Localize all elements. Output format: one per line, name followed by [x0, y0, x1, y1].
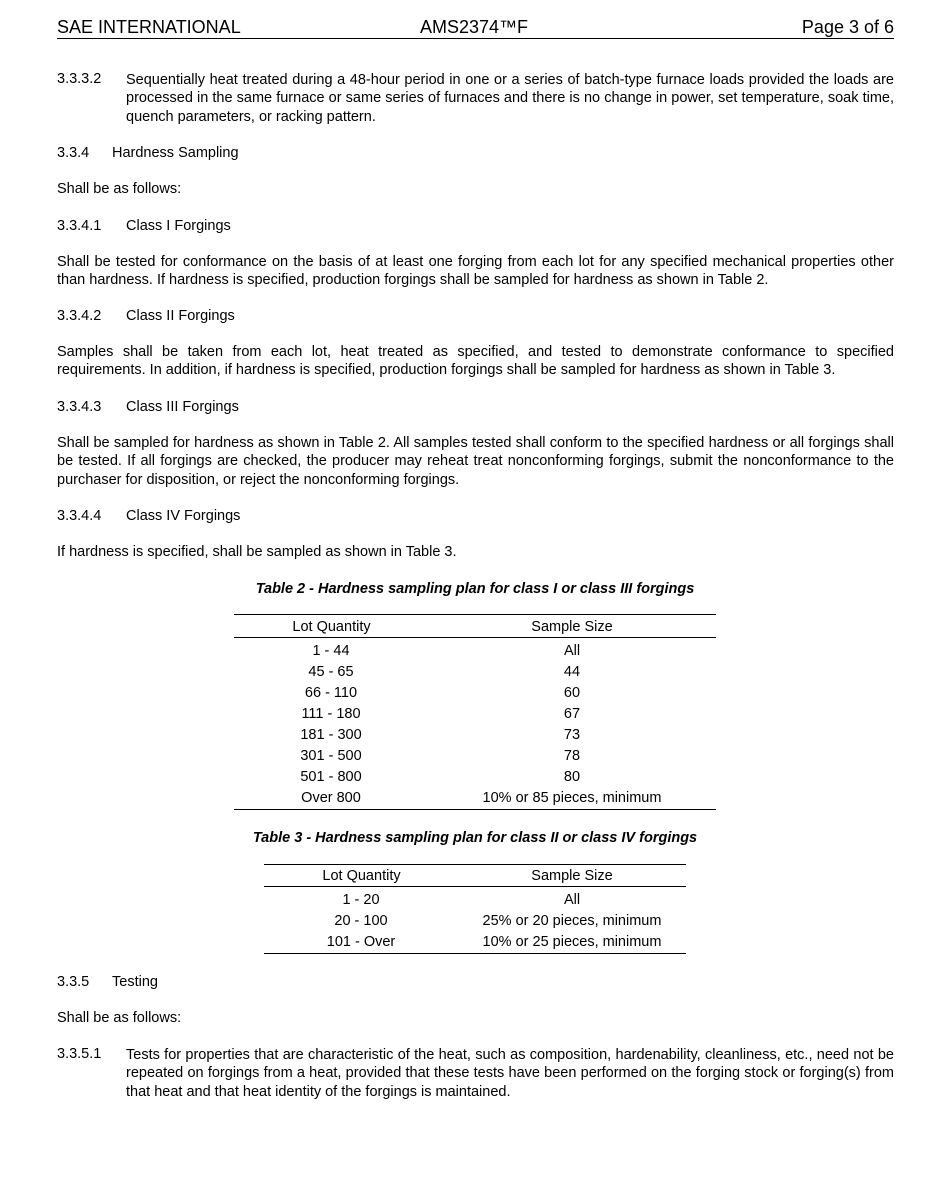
table2-row-2-lot-quantity: 45 - 65 — [308, 664, 354, 680]
table-3-caption: Table 3 - Hardness sampling plan for class II or class IV forgings — [252, 830, 698, 846]
table2-row-3-lot-quantity: 66 - 110 — [304, 685, 358, 701]
table3-row-2-sample-size: 25% or 20 pieces, minimum — [482, 913, 662, 929]
table3-row-3-lot-quantity: 101 - Over — [326, 934, 396, 950]
table-3-bottom-rule — [264, 953, 686, 954]
table-2-caption: Table 2 - Hardness sampling plan for class I or class III forgings — [255, 581, 695, 597]
section-3-3-5-title: Testing — [112, 974, 158, 990]
section-3-3-4-4-number: 3.3.4.4 — [57, 508, 102, 524]
table-3-top-rule — [264, 864, 686, 865]
section-3-3-4-4-title: Class IV Forgings — [126, 508, 241, 524]
table-3-header-rule — [264, 886, 686, 887]
table-3-header-lot-quantity: Lot Quantity — [322, 868, 401, 884]
table-2-header-sample-size: Sample Size — [531, 619, 613, 635]
table-3 — [264, 864, 686, 955]
table2-row-8-lot-quantity: Over 800 — [301, 790, 361, 806]
section-3-3-4-2-text: Samples shall be taken from each lot, heat treated as specified, and tested to demonstrate conformance to specified requirements. In addition, if hardness is specified, production forgings shall be sampled for hardness as shown in Table 3. — [57, 344, 894, 379]
section-3-3-4-2-number: 3.3.4.2 — [57, 308, 102, 324]
table-2 — [234, 614, 716, 811]
header-doc-id: AMS2374™F — [420, 17, 529, 37]
table2-row-1-sample-size: All — [563, 643, 581, 659]
table-3-header-sample-size: Sample Size — [531, 868, 613, 884]
table3-row-2-lot-quantity: 20 - 100 — [334, 913, 388, 929]
header-org: SAE INTERNATIONAL — [57, 17, 241, 37]
section-3-3-5-1-text: Tests for properties that are characteristic of the heat, such as composition, hardenability, cleanliness, etc., need not be repeated on forgings from a heat, provided that these tests have been performed on the forging stock or forging(s) from that heat and that heat identity of the forgings is maintained. — [126, 1047, 894, 1100]
section-3-3-4-1-title: Class I Forgings — [126, 218, 231, 234]
header-page-number: Page 3 of 6 — [801, 17, 894, 37]
table-2-header-lot-quantity: Lot Quantity — [292, 619, 371, 635]
table2-row-5-sample-size: 73 — [563, 727, 581, 743]
table2-row-2-sample-size: 44 — [563, 664, 581, 680]
section-3-3-3-2-text: Sequentially heat treated during a 48-hour period in one or a series of batch-type furnace loads provided the loads are processed in the same furnace or same series of furnaces and there is no change in power, set temperature, soak time, quench parameters, or racking pattern. — [126, 72, 894, 125]
section-3-3-4-1-text: Shall be tested for conformance on the basis of at least one forging from each lot for any specified mechanical properties other than hardness. If hardness is specified, production forgings shall be sampled for hardness as shown in Table 2. — [57, 254, 894, 289]
table2-row-3-sample-size: 60 — [563, 685, 581, 701]
table2-row-6-lot-quantity: 301 - 500 — [300, 748, 362, 764]
table2-row-4-lot-quantity: 111 - 180 — [301, 706, 361, 722]
table-2-top-rule — [234, 614, 716, 615]
table2-row-7-sample-size: 80 — [563, 769, 581, 785]
section-3-3-5-1-number: 3.3.5.1 — [57, 1046, 102, 1062]
table2-row-1-lot-quantity: 1 - 44 — [312, 643, 350, 659]
table-2-header-rule — [234, 637, 716, 638]
section-3-3-4-3-text: Shall be sampled for hardness as shown in Table 2. All samples tested shall conform to the specified hardness or all forgings shall be tested. If all forgings are checked, the producer may reheat treat nonconforming forgings, submit the nonconformance to the purchaser for disposition, or reject the nonconforming forgings. — [57, 435, 894, 488]
section-3-3-4-number: 3.3.4 — [57, 145, 90, 161]
table2-row-7-lot-quantity: 501 - 800 — [300, 769, 362, 785]
section-3-3-4-3-title: Class III Forgings — [126, 399, 239, 415]
section-3-3-4-1-number: 3.3.4.1 — [57, 218, 102, 234]
table3-row-1-sample-size: All — [563, 892, 581, 908]
page-header — [57, 16, 894, 39]
section-3-3-5-text: Shall be as follows: — [57, 1010, 182, 1026]
section-3-3-4-title: Hardness Sampling — [112, 145, 239, 161]
section-3-3-4-text: Shall be as follows: — [57, 181, 182, 197]
table2-row-8-sample-size: 10% or 85 pieces, minimum — [482, 790, 662, 806]
table3-row-3-sample-size: 10% or 25 pieces, minimum — [482, 934, 662, 950]
table2-row-4-sample-size: 67 — [563, 706, 581, 722]
section-3-3-4-3-number: 3.3.4.3 — [57, 399, 102, 415]
section-3-3-5-number: 3.3.5 — [57, 974, 90, 990]
table2-row-6-sample-size: 78 — [563, 748, 581, 764]
section-3-3-3-2-number: 3.3.3.2 — [57, 71, 102, 87]
table-2-bottom-rule — [234, 809, 716, 810]
section-3-3-4-2-title: Class II Forgings — [126, 308, 235, 324]
table3-row-1-lot-quantity: 1 - 20 — [342, 892, 380, 908]
section-3-3-4-4-text: If hardness is specified, shall be sampled as shown in Table 3. — [57, 544, 457, 560]
table2-row-5-lot-quantity: 181 - 300 — [300, 727, 362, 743]
